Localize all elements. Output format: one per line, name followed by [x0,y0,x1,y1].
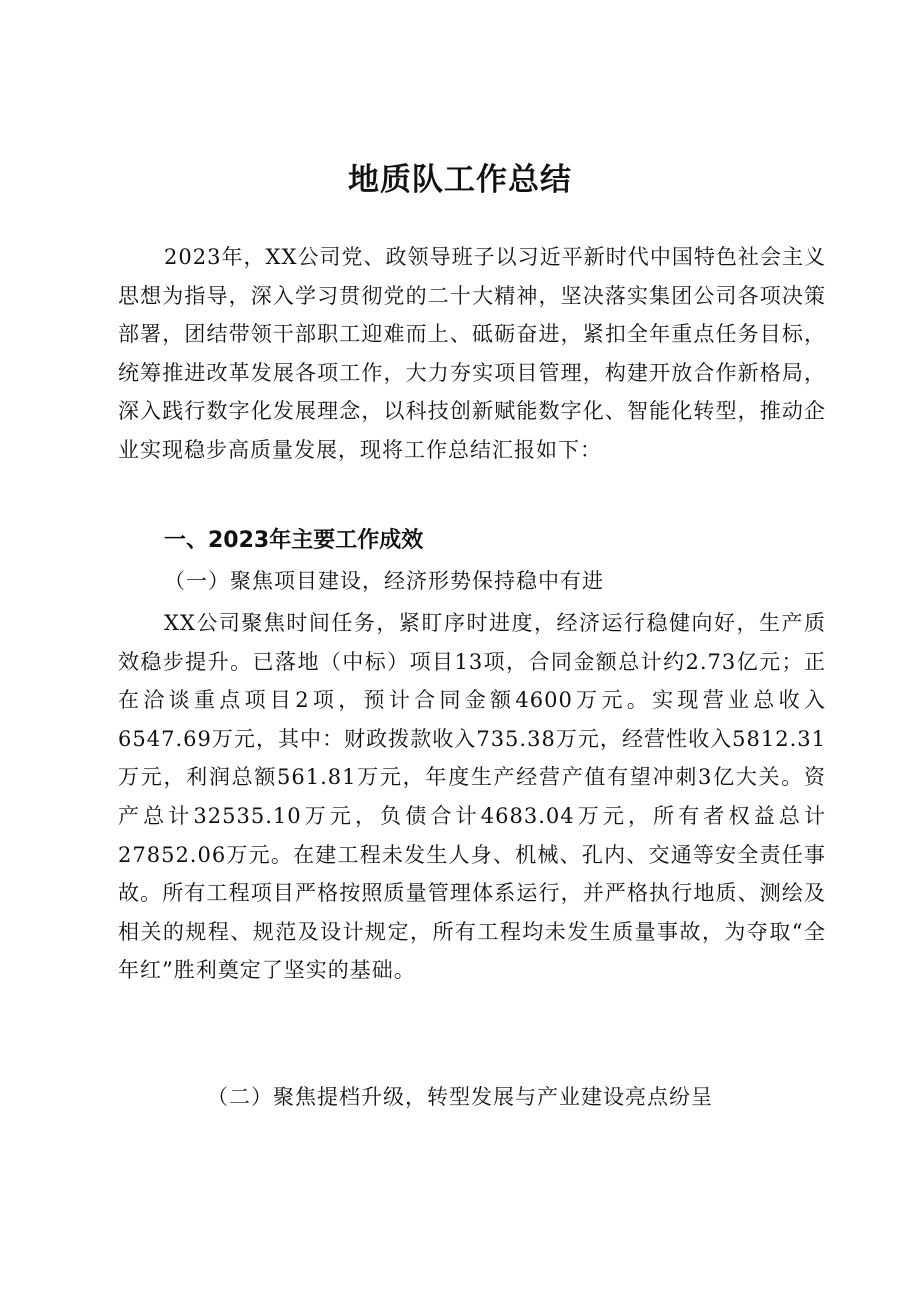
subsection-heading-project-construction: （一）聚焦项目建设，经济形势保持稳中有进 [164,569,604,593]
document-title: 地质队工作总结 [348,162,572,198]
subsection-body-project-construction: XX公司聚焦时间任务，紧盯序时进度，经济运行稳健向好，生产质效稳步提升。已落地（中标）项目13项，合同金额总计约2.73亿元；正在洽谈重点项目2项，预计合同金额4600万元。实现营业总收入6547.69万元，其中：财政拨款收入735.38万元，经营性收入5812.31万元，利润总额561.81万元，年度生产经营产值有望冲刺3亿大关。资产总计32535.10万元，负债合计4683.04万元，所有者权益总计27852.06万元。在建工程未发生人身、机械、孔内、交通等安全责任事故。所有工程项目严格按照质量管理体系运行，并严格执行地质、测绘及相关的规程、规范及设计规定，所有工程均未发生质量事故，为夺取“全年红”胜利奠定了坚实的基础。 [118,611,826,983]
intro-paragraph: 2023年，XX公司党、政领导班子以习近平新时代中国特色社会主义思想为指导，深入学习贯彻党的二十大精神，坚决落实集团公司各项决策部署，团结带领干部职工迎难而上、砥砺奋进，紧扣全年重点任务目标，统筹推进改革发展各项工作，大力夯实项目管理，构建开放合作新格局，深入践行数字化发展理念，以科技创新赋能数字化、智能化转型，推动企业实现稳步高质量发展，现将工作总结汇报如下： [118,245,826,462]
section-heading-main-achievements: 一、2023年主要工作成效 [164,528,424,553]
subsection-heading-upgrade-transformation: （二）聚焦提档升级，转型发展与产业建设亮点纷呈 [207,1085,713,1109]
